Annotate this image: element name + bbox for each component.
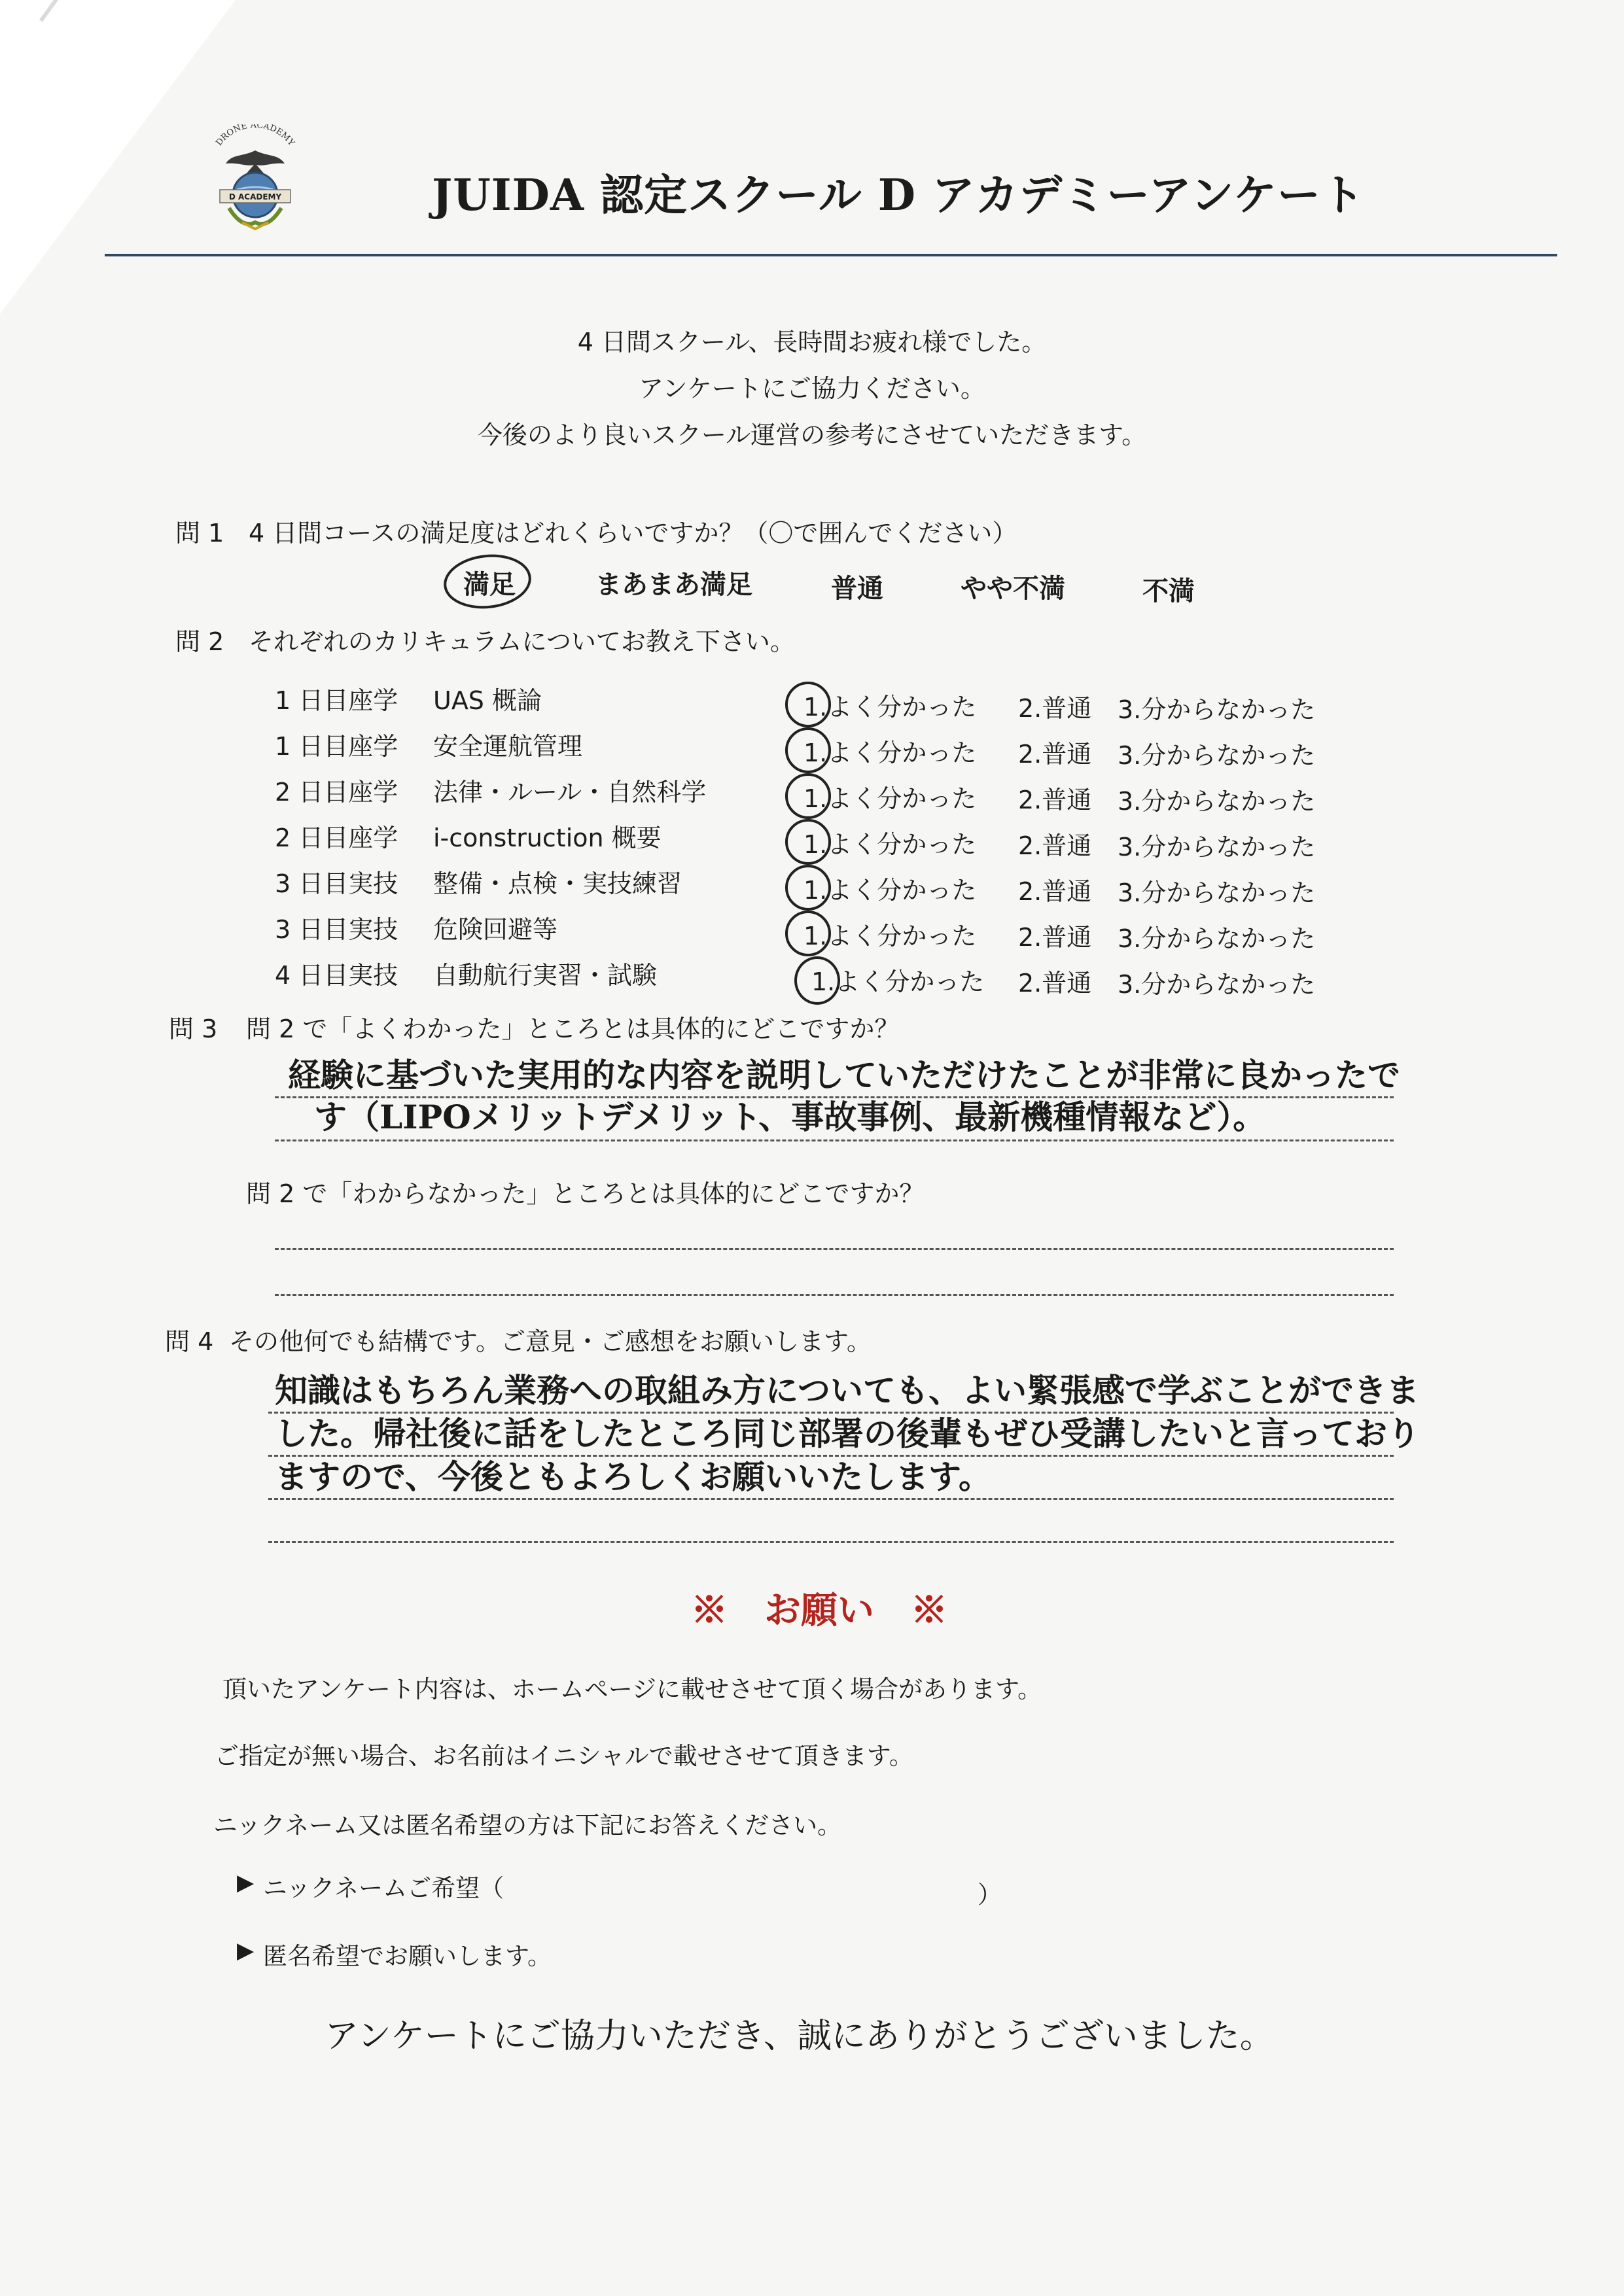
- title-divider: [105, 254, 1557, 256]
- q2-choice-bad[interactable]: 3.分からなかった: [1118, 695, 1316, 724]
- q2-row-subject: 整備・点検・実技練習: [433, 869, 682, 898]
- q2-choice-normal[interactable]: 2.普通: [1018, 969, 1092, 998]
- q2-row-subject: 法律・ルール・自然科学: [433, 778, 707, 807]
- q1-option-slightly-dissatisfied[interactable]: やや不満: [961, 574, 1065, 604]
- q2-row-subject: UAS 概論: [433, 686, 542, 715]
- q1-option-satisfied[interactable]: 満足: [463, 570, 516, 600]
- anonymous-option[interactable]: 匿名希望でお願いします。: [263, 1942, 552, 1970]
- triangle-bullet-icon: ▶: [237, 1870, 255, 1896]
- q2-row-subject: 自動航行実習・試験: [433, 961, 658, 990]
- q2-row-day: 2 日目座学: [275, 824, 398, 852]
- answer-rule: [275, 1139, 1394, 1141]
- q3-answer-line-1[interactable]: 経験に基づいた実用的な内容を説明していただけたことが非常に良かったで: [288, 1056, 1400, 1094]
- q4-question: その他何でも結構です。ご意見・ご感想をお願いします。: [229, 1327, 872, 1356]
- q2-row-day: 2 日目座学: [275, 778, 398, 807]
- q1-question: 4 日間コースの満足度はどれくらいですか？（〇で囲んでください）: [249, 519, 1017, 548]
- q2-row-subject: 安全運航管理: [433, 732, 583, 761]
- q2-choice-bad[interactable]: 3.分からなかった: [1118, 741, 1316, 770]
- intro-line-1: 4 日間スクール、長時間お疲れ様でした。: [577, 328, 1047, 357]
- notice-line-1: 頂いたアンケート内容は、ホームページに載せさせて頂く場合があります。: [222, 1675, 1042, 1703]
- q2-choice-normal[interactable]: 2.普通: [1018, 877, 1092, 906]
- q2-row-day: 1 日目座学: [275, 732, 398, 761]
- q2-row-subject: i-construction 概要: [433, 824, 662, 852]
- triangle-bullet-icon: ▶: [237, 1938, 255, 1964]
- q1-option-neutral[interactable]: 普通: [831, 574, 883, 604]
- svg-text:DRONE ACADEMY: [214, 124, 296, 148]
- closing-message: アンケートにご協力いただき、誠にありがとうございました。: [325, 2017, 1274, 2056]
- eagle-emblem-icon: [196, 124, 314, 242]
- q4-label: 問 4: [165, 1327, 214, 1356]
- emblem-band-text: D ACADEMY: [228, 192, 282, 201]
- q2-row-day: 3 日目実技: [275, 869, 398, 898]
- q2-choice-bad[interactable]: 3.分からなかった: [1118, 878, 1316, 907]
- nickname-label: ニックネームご希望（: [263, 1874, 504, 1902]
- q2-choice-good[interactable]: 1.よく分かった: [803, 830, 977, 859]
- notice-line-2: ご指定が無い場合、お名前はイニシャルで載せさせて頂きます。: [215, 1742, 913, 1770]
- nickname-input[interactable]: [537, 1868, 968, 1897]
- q2-choice-good[interactable]: 1.よく分かった: [803, 922, 977, 950]
- q2-choice-normal[interactable]: 2.普通: [1018, 786, 1092, 814]
- intro-line-2: アンケートにご協力ください。: [639, 374, 985, 403]
- q2-choice-normal[interactable]: 2.普通: [1018, 923, 1092, 952]
- notice-title: ※ お願い ※: [691, 1589, 947, 1632]
- q2-row-day: 1 日目座学: [275, 686, 398, 715]
- q4-answer-line-1[interactable]: 知識はもちろん業務への取組み方についても、よい緊張感で学ぶことができま: [275, 1371, 1419, 1410]
- q2-question: それぞれのカリキュラムについてお教え下さい。: [249, 627, 795, 656]
- answer-rule[interactable]: [275, 1248, 1394, 1250]
- q2-choice-good[interactable]: 1.よく分かった: [803, 739, 977, 767]
- nickname-close-paren: ）: [978, 1881, 1002, 1909]
- q2-choice-good[interactable]: 1.よく分かった: [803, 876, 977, 905]
- q2-row-day: 3 日目実技: [275, 915, 398, 944]
- q2-choice-bad[interactable]: 3.分からなかった: [1118, 833, 1316, 861]
- q2-choice-good[interactable]: 1.よく分かった: [803, 693, 977, 722]
- intro-line-3: 今後のより良いスクール運営の参考にさせていただきます。: [477, 421, 1147, 449]
- answer-rule[interactable]: [275, 1294, 1394, 1296]
- q1-label: 問 1: [175, 519, 224, 548]
- q2-choice-normal[interactable]: 2.普通: [1018, 740, 1092, 769]
- q2-choice-bad[interactable]: 3.分からなかった: [1118, 787, 1316, 816]
- page-title: JUIDA 認定スクール D アカデミーアンケート: [432, 169, 1366, 220]
- q2-row-subject: 危険回避等: [433, 915, 558, 944]
- q2-label: 問 2: [175, 627, 224, 656]
- q3-answer-line-2[interactable]: す（LIPOメリットデメリット、事故事例、最新機種情報など）。: [314, 1098, 1266, 1136]
- q3-sub-question: 問 2 で「わからなかった」ところとは具体的にどこですか？: [246, 1179, 925, 1208]
- answer-rule: [268, 1498, 1394, 1500]
- q3-label: 問 3: [169, 1015, 218, 1043]
- q2-choice-bad[interactable]: 3.分からなかった: [1118, 924, 1316, 953]
- emblem-arc-text: DRONE ACADEMY: [214, 124, 296, 148]
- q4-answer-line-3[interactable]: ますので、今後ともよろしくお願いいたします。: [275, 1457, 991, 1496]
- q2-choice-bad[interactable]: 3.分からなかった: [1118, 970, 1316, 999]
- q2-row-day: 4 日目実技: [275, 961, 398, 990]
- q3-question: 問 2 で「よくわかった」ところとは具体的にどこですか？: [246, 1015, 900, 1043]
- answer-rule: [268, 1541, 1394, 1543]
- q2-choice-normal[interactable]: 2.普通: [1018, 694, 1092, 723]
- q2-choice-normal[interactable]: 2.普通: [1018, 831, 1092, 860]
- q1-option-dissatisfied[interactable]: 不満: [1142, 576, 1195, 606]
- notice-line-3: ニックネーム又は匿名希望の方は下記にお答えください。: [213, 1811, 842, 1839]
- q2-choice-good[interactable]: 1.よく分かった: [811, 967, 985, 996]
- q2-choice-good[interactable]: 1.よく分かった: [803, 784, 977, 813]
- q1-option-fairly-satisfied[interactable]: まあまあ満足: [595, 570, 752, 600]
- q4-answer-line-2[interactable]: した。帰社後に話をしたところ同じ部署の後輩もぜひ受講したいと言っており: [275, 1414, 1420, 1453]
